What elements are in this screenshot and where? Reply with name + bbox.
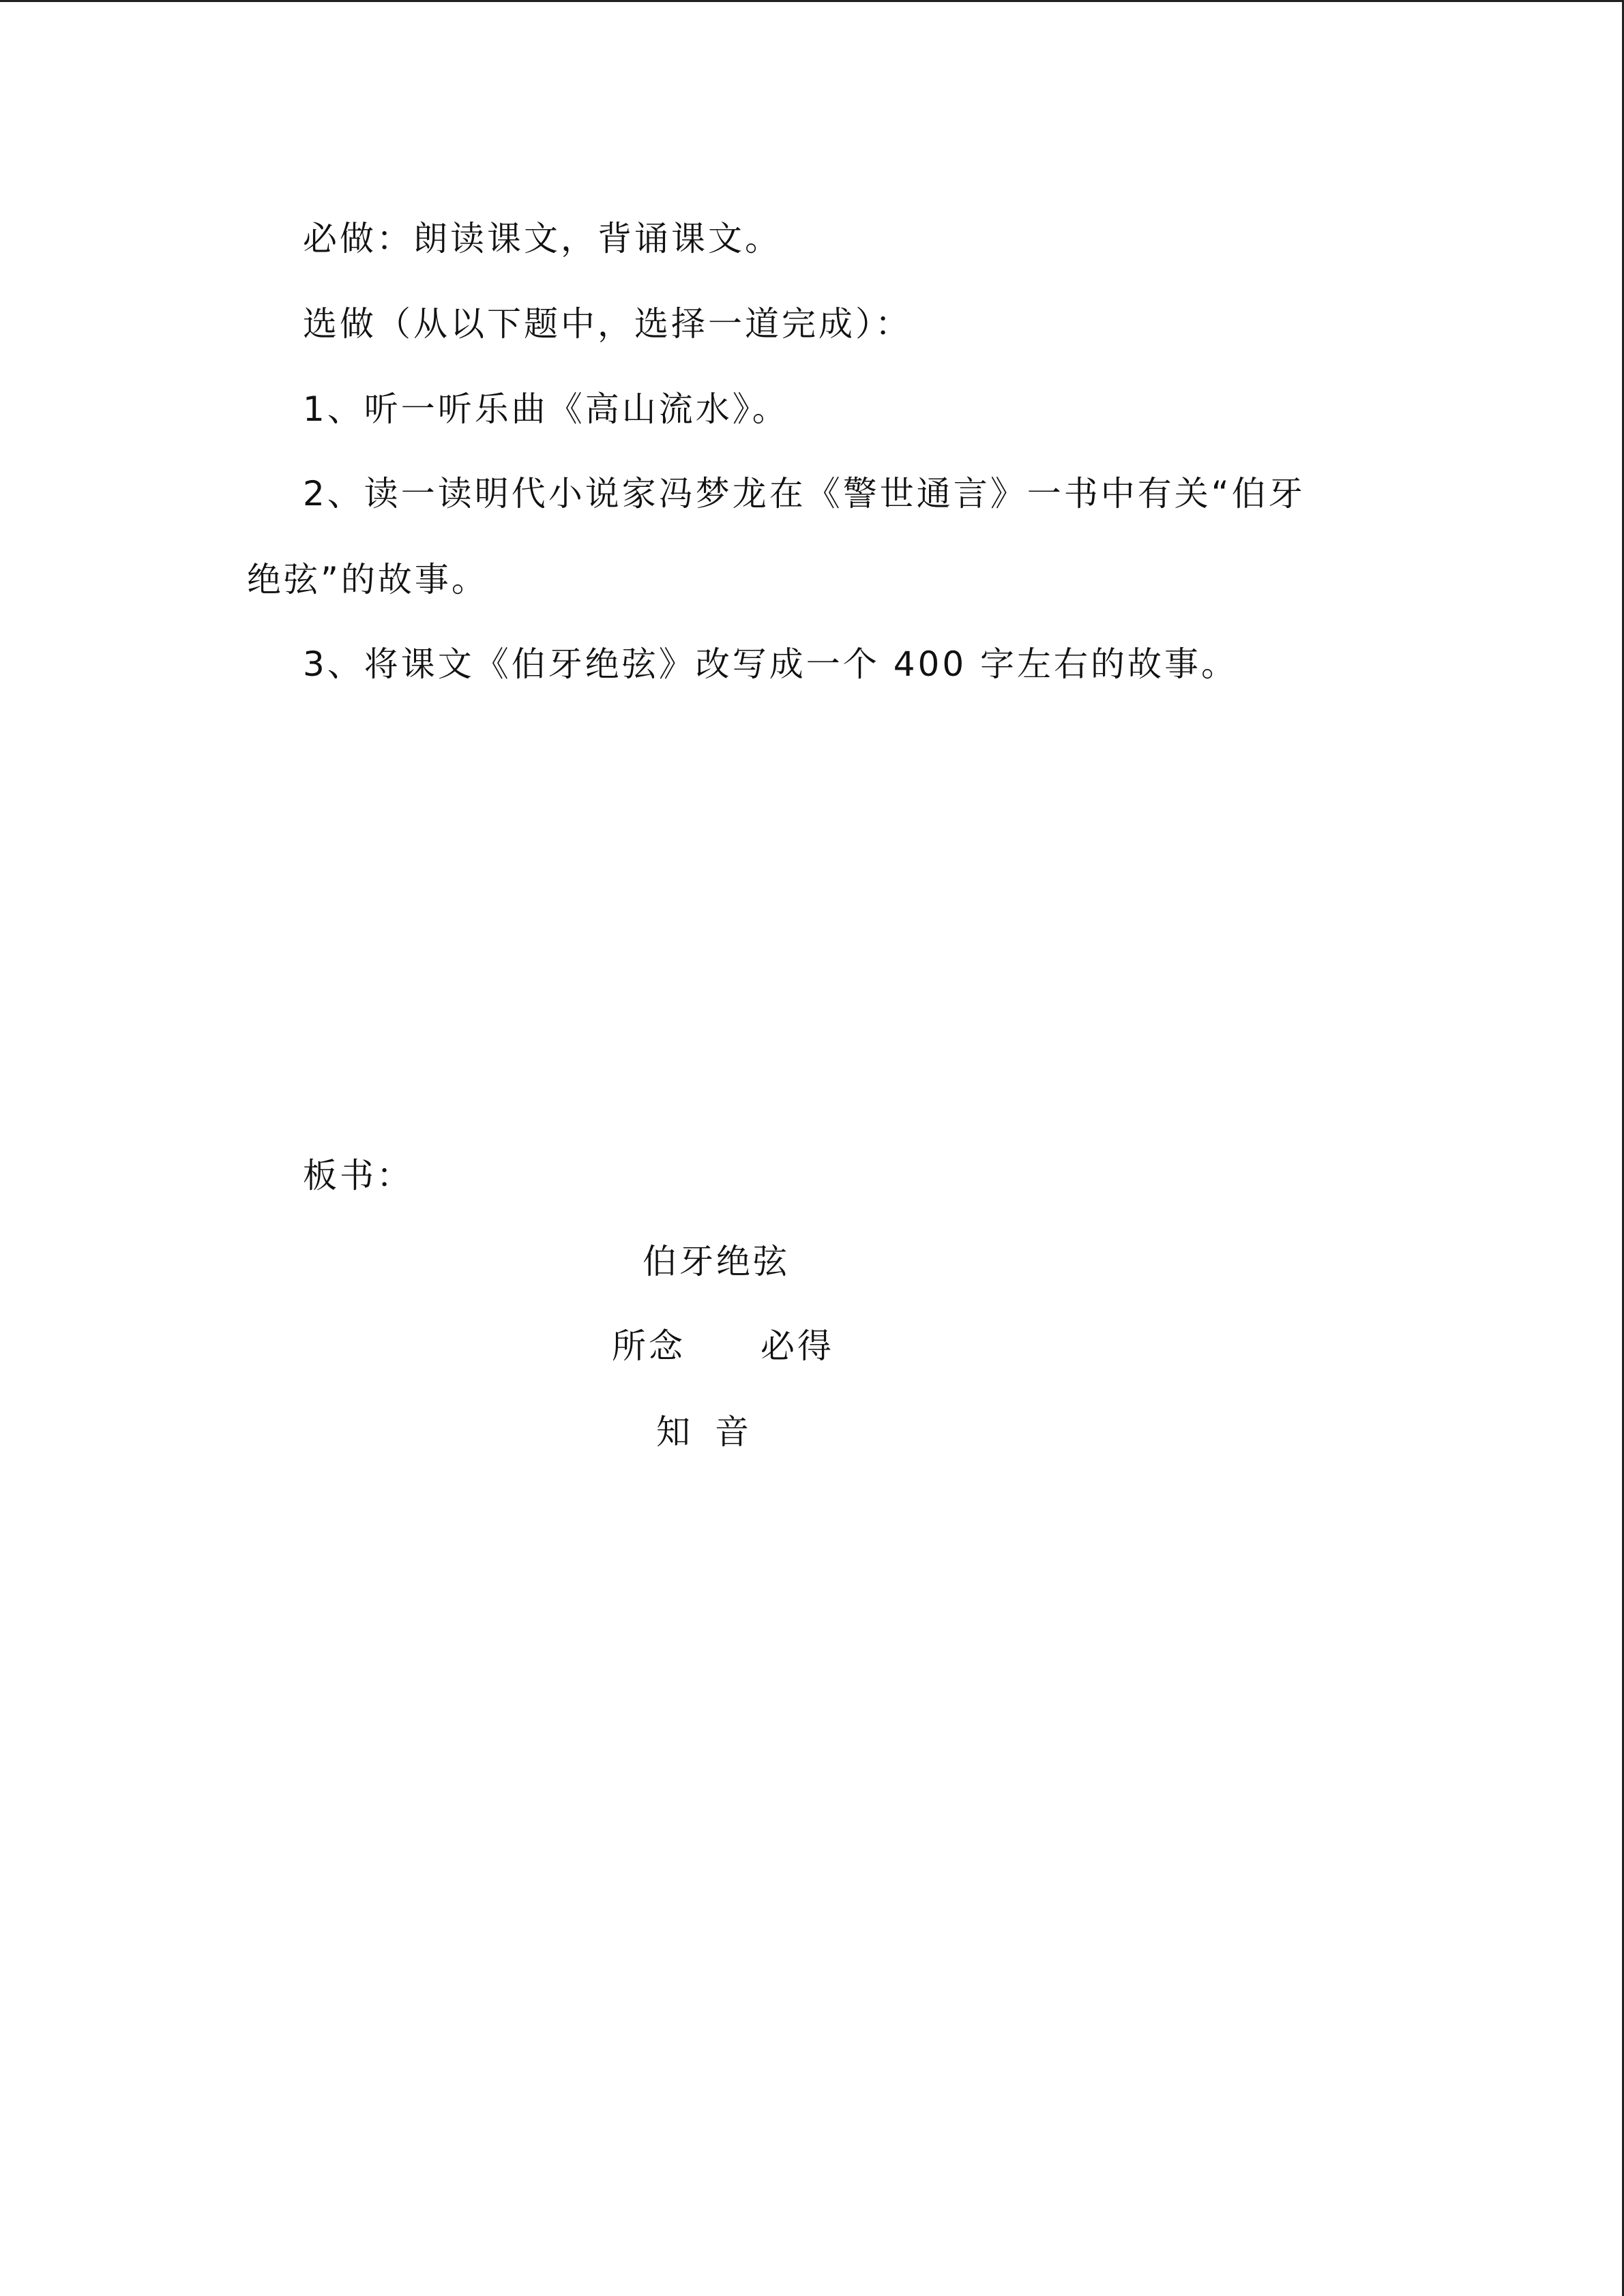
blackboard-middle-row (612, 1324, 834, 1368)
top-border-line (0, 0, 1624, 2)
homework-item-2-continued: 绝弦”的故事。 (247, 560, 488, 599)
blackboard-bottom-char-2: 音 (715, 1412, 752, 1452)
homework-item-1: 1、听一听乐曲《高山流水》。 (303, 389, 789, 429)
homework-item-2: 2、读一读明代小说家冯梦龙在《警世通言》一书中有关“伯牙 (303, 474, 1305, 513)
homework-required: 必做：朗读课文，背诵课文。 (303, 219, 782, 258)
blackboard-bottom-char-1: 知 (656, 1412, 693, 1452)
homework-item-3: 3、将课文《伯牙绝弦》改写成一个 400 字左右的故事。 (303, 644, 1239, 684)
blackboard-title: 伯牙绝弦 (643, 1242, 790, 1281)
homework-optional-intro: 选做（从以下题中，选择一道完成）： (303, 304, 912, 344)
blackboard-left-word: 所念 (612, 1326, 685, 1366)
blackboard-bottom-row (656, 1410, 752, 1454)
blackboard-right-word: 必得 (761, 1326, 834, 1366)
blackboard-label: 板书： (303, 1156, 413, 1195)
